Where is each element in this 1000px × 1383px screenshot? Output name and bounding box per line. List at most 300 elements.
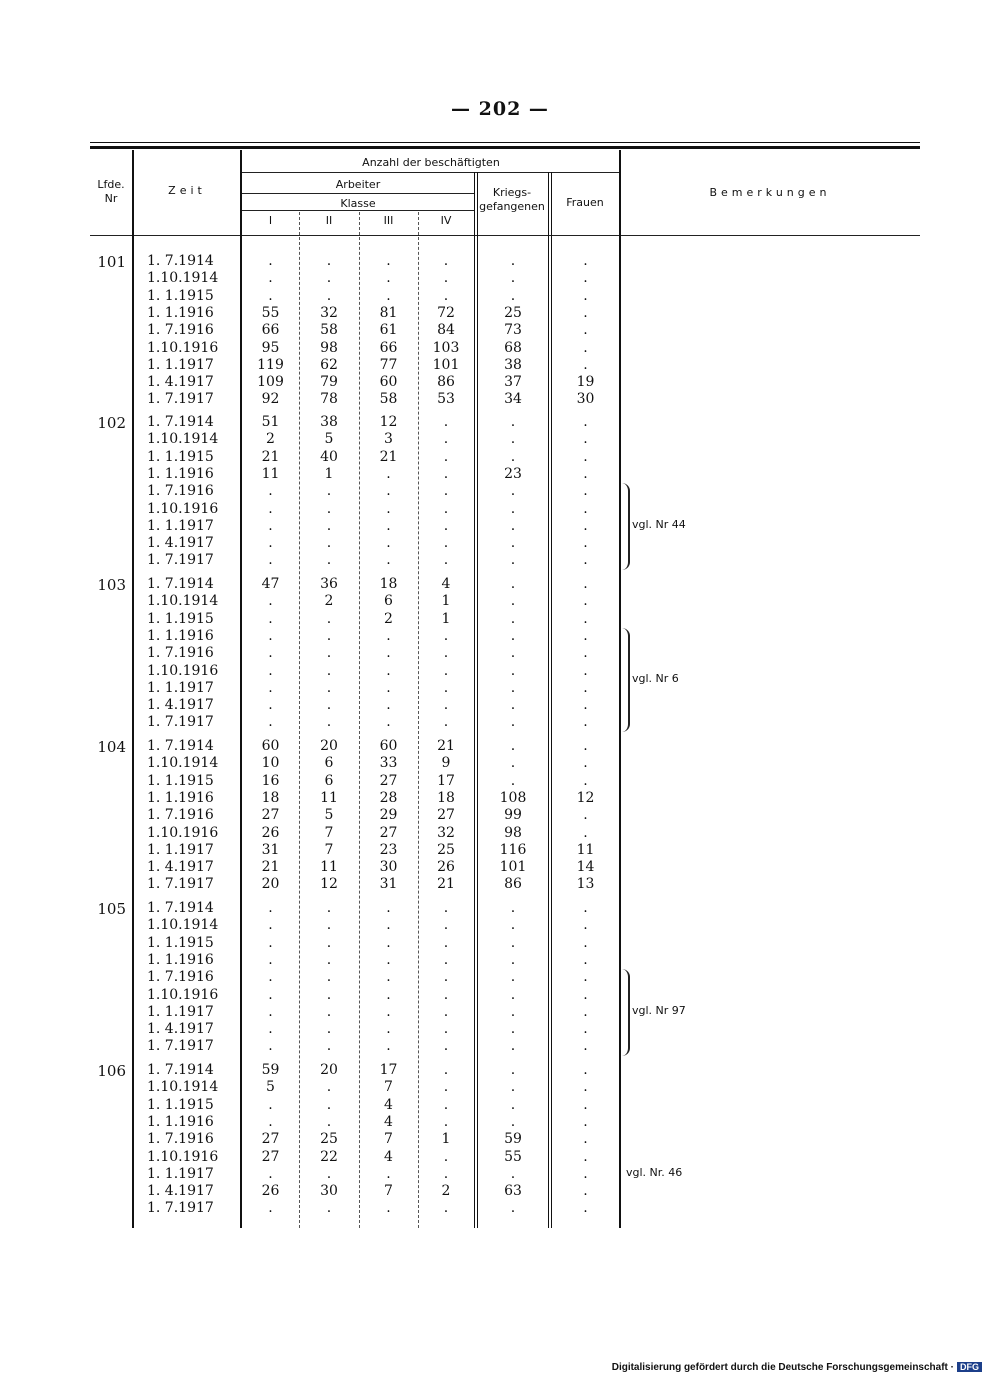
date-cell: 1. 7.1917 bbox=[147, 391, 214, 408]
value-cell: . bbox=[510, 697, 516, 714]
value-cell: . bbox=[583, 662, 588, 679]
value-cell: . bbox=[583, 1113, 588, 1130]
value-cell: . bbox=[326, 535, 332, 552]
value-cell: 55 bbox=[504, 1148, 522, 1165]
value-cell: . bbox=[443, 697, 449, 714]
date-cell: 1. 4.1917 bbox=[147, 697, 214, 714]
date-cell: 1. 7.1917 bbox=[147, 1038, 214, 1055]
date-cell: 1.10.1914 bbox=[147, 431, 219, 448]
remark: vgl. Nr 44 bbox=[632, 518, 686, 532]
value-cell: . bbox=[386, 679, 391, 696]
value-cell: 4 bbox=[384, 1096, 393, 1113]
value-cell: . bbox=[443, 1200, 449, 1217]
date-cell: 1.10.1916 bbox=[147, 986, 219, 1003]
value-cell: 2 bbox=[324, 593, 334, 610]
date-cell: 1. 1.1916 bbox=[147, 789, 214, 806]
value-cell: . bbox=[583, 738, 588, 754]
value-cell: 62 bbox=[320, 356, 338, 373]
entry-number: 103 bbox=[97, 576, 126, 594]
value-cell: 22 bbox=[320, 1148, 338, 1165]
value-cell: . bbox=[583, 356, 588, 373]
value-cell: . bbox=[510, 517, 516, 534]
value-cell: 55 bbox=[261, 304, 280, 321]
value-cell: 59 bbox=[504, 1131, 522, 1148]
value-cell: 5 bbox=[324, 807, 334, 824]
date-cell: 1. 1.1915 bbox=[147, 610, 214, 627]
value-cell: . bbox=[326, 714, 332, 731]
value-cell: . bbox=[268, 697, 273, 714]
value-cell: 60 bbox=[379, 738, 398, 754]
value-cell: . bbox=[583, 807, 588, 824]
date-cell: 1. 1.1916 bbox=[147, 1113, 214, 1130]
header-bemerkungen: Bemerkungen bbox=[709, 186, 831, 199]
value-cell: . bbox=[386, 951, 391, 968]
value-cell: . bbox=[268, 645, 273, 662]
entry-number: 105 bbox=[97, 900, 126, 918]
value-cell: 20 bbox=[320, 1062, 338, 1078]
value-cell: 34 bbox=[504, 391, 522, 408]
value-cell: . bbox=[583, 1062, 588, 1078]
date-cell: 1. 1.1917 bbox=[147, 356, 214, 373]
value-cell: 12 bbox=[576, 789, 595, 806]
value-cell: . bbox=[268, 714, 273, 731]
value-cell: . bbox=[443, 917, 449, 934]
value-cell: . bbox=[268, 1113, 273, 1130]
value-cell: . bbox=[583, 1079, 588, 1096]
remark: vgl. Nr. 46 bbox=[626, 1165, 683, 1179]
value-cell: . bbox=[583, 552, 588, 569]
entry-number: 101 bbox=[97, 253, 126, 271]
value-cell: . bbox=[268, 1165, 273, 1182]
value-cell: . bbox=[443, 287, 449, 304]
value-cell: 28 bbox=[379, 789, 398, 806]
value-cell: . bbox=[326, 1165, 332, 1182]
value-cell: . bbox=[510, 610, 516, 627]
date-cell: 1. 1.1917 bbox=[147, 1003, 214, 1020]
value-cell: . bbox=[443, 517, 449, 534]
value-cell: . bbox=[268, 679, 273, 696]
date-cell: 1. 1.1915 bbox=[147, 448, 214, 465]
value-cell: 21 bbox=[437, 738, 455, 754]
value-cell: 36 bbox=[320, 576, 338, 592]
value-cell: . bbox=[443, 1113, 449, 1130]
value-cell: . bbox=[443, 1165, 449, 1182]
value-cell: . bbox=[583, 986, 588, 1003]
date-cell: 1. 1.1915 bbox=[147, 287, 214, 304]
value-cell: . bbox=[443, 465, 449, 482]
value-cell: 25 bbox=[504, 304, 522, 321]
date-cell: 1.10.1916 bbox=[147, 500, 219, 517]
value-cell: 53 bbox=[437, 391, 455, 408]
value-cell: 27 bbox=[437, 807, 455, 824]
value-cell: 109 bbox=[257, 374, 284, 391]
value-cell: . bbox=[443, 645, 449, 662]
value-cell: . bbox=[510, 1062, 516, 1078]
value-cell: . bbox=[386, 934, 391, 951]
value-cell: 13 bbox=[576, 876, 595, 893]
value-cell: . bbox=[583, 593, 588, 610]
value-cell: 30 bbox=[576, 391, 595, 408]
value-cell: 60 bbox=[261, 738, 280, 754]
value-cell: . bbox=[326, 627, 332, 644]
value-cell: . bbox=[386, 714, 391, 731]
value-cell: . bbox=[583, 517, 588, 534]
date-cell: 1. 4.1917 bbox=[147, 1021, 214, 1038]
brace-icon bbox=[620, 969, 630, 1056]
value-cell: 21 bbox=[261, 448, 280, 465]
value-cell: . bbox=[326, 1003, 332, 1020]
value-cell: . bbox=[510, 645, 516, 662]
brace-icon bbox=[620, 628, 630, 732]
date-cell: 1. 1.1915 bbox=[147, 934, 214, 951]
value-cell: . bbox=[268, 253, 273, 269]
value-cell: 17 bbox=[437, 772, 455, 789]
date-cell: 1. 7.1916 bbox=[147, 1131, 214, 1148]
value-cell: 31 bbox=[379, 876, 398, 893]
value-cell: . bbox=[583, 1131, 588, 1148]
value-cell: 11 bbox=[320, 859, 338, 876]
date-cell: 1. 1.1917 bbox=[147, 679, 214, 696]
entry-number: 106 bbox=[97, 1062, 126, 1080]
remark: vgl. Nr 6 bbox=[632, 671, 679, 685]
value-cell: . bbox=[268, 917, 273, 934]
value-cell: . bbox=[268, 610, 273, 627]
value-cell: 95 bbox=[261, 339, 280, 356]
value-cell: . bbox=[583, 772, 588, 789]
value-cell: . bbox=[443, 951, 449, 968]
value-cell: . bbox=[510, 969, 516, 986]
value-cell: 59 bbox=[261, 1062, 280, 1078]
header-class-3: III bbox=[383, 214, 394, 227]
date-cell: 1. 7.1917 bbox=[147, 714, 214, 731]
value-cell: . bbox=[510, 662, 516, 679]
value-cell: 61 bbox=[379, 322, 398, 339]
value-cell: 10 bbox=[261, 755, 280, 772]
value-cell: . bbox=[583, 322, 588, 339]
value-cell: . bbox=[510, 755, 516, 772]
value-cell: . bbox=[326, 1079, 332, 1096]
value-cell: . bbox=[386, 1003, 391, 1020]
value-cell: . bbox=[443, 986, 449, 1003]
value-cell: . bbox=[443, 1079, 449, 1096]
value-cell: 23 bbox=[504, 465, 522, 482]
value-cell: . bbox=[386, 465, 391, 482]
value-cell: . bbox=[583, 253, 588, 269]
value-cell: . bbox=[326, 253, 332, 269]
date-cell: 1.10.1916 bbox=[147, 1148, 219, 1165]
value-cell: . bbox=[443, 627, 449, 644]
date-cell: 1. 4.1917 bbox=[147, 374, 214, 391]
value-cell: . bbox=[386, 1200, 391, 1217]
header-line-klasse bbox=[242, 210, 474, 211]
header-line-arbeiter bbox=[242, 193, 474, 194]
value-cell: . bbox=[583, 900, 588, 916]
date-cell: 1. 7.1914 bbox=[147, 414, 214, 430]
value-cell: . bbox=[583, 1096, 588, 1113]
value-cell: . bbox=[510, 900, 516, 916]
value-cell: . bbox=[326, 287, 332, 304]
value-cell: . bbox=[510, 714, 516, 731]
value-cell: 4 bbox=[441, 576, 451, 592]
header-line-anzahl bbox=[242, 172, 620, 173]
value-cell: . bbox=[386, 986, 391, 1003]
value-cell: 18 bbox=[261, 789, 280, 806]
value-cell: . bbox=[268, 1096, 273, 1113]
value-cell: . bbox=[268, 1003, 273, 1020]
value-cell: 5 bbox=[266, 1079, 275, 1096]
value-cell: 98 bbox=[320, 339, 338, 356]
value-cell: . bbox=[386, 253, 391, 269]
date-cell: 1. 4.1917 bbox=[147, 859, 214, 876]
date-cell: 1. 7.1917 bbox=[147, 552, 214, 569]
top-rule-thick bbox=[90, 146, 920, 149]
value-cell: 12 bbox=[379, 414, 398, 430]
value-cell: . bbox=[386, 662, 391, 679]
value-cell: 21 bbox=[379, 448, 398, 465]
value-cell: 18 bbox=[437, 789, 455, 806]
value-cell: 1 bbox=[441, 593, 451, 610]
value-cell: 2 bbox=[266, 431, 275, 448]
footer bbox=[612, 1362, 982, 1373]
value-cell: . bbox=[510, 986, 516, 1003]
value-cell: . bbox=[326, 1200, 332, 1217]
date-cell: 1. 1.1916 bbox=[147, 304, 214, 321]
value-cell: . bbox=[443, 483, 449, 500]
value-cell: . bbox=[443, 662, 449, 679]
value-cell: . bbox=[268, 1200, 273, 1217]
value-cell: 33 bbox=[379, 755, 398, 772]
value-cell: . bbox=[326, 969, 332, 986]
value-cell: . bbox=[583, 627, 588, 644]
value-cell: 58 bbox=[379, 391, 398, 408]
date-cell: 1. 7.1916 bbox=[147, 807, 214, 824]
date-cell: 1. 1.1916 bbox=[147, 627, 214, 644]
date-cell: 1.10.1914 bbox=[147, 270, 219, 287]
value-cell: 14 bbox=[576, 859, 595, 876]
value-cell: 108 bbox=[499, 789, 527, 806]
value-cell: 86 bbox=[437, 374, 455, 391]
value-cell: 17 bbox=[379, 1062, 398, 1078]
value-cell: . bbox=[386, 917, 391, 934]
date-cell: 1. 7.1914 bbox=[147, 1062, 214, 1078]
value-cell: 40 bbox=[320, 448, 338, 465]
top-rule-thin bbox=[90, 142, 920, 143]
value-cell: . bbox=[443, 253, 449, 269]
value-cell: . bbox=[326, 1096, 332, 1113]
value-cell: 78 bbox=[320, 391, 338, 408]
date-cell: 1.10.1914 bbox=[147, 917, 219, 934]
date-cell: 1. 7.1914 bbox=[147, 253, 214, 269]
header-klasse: Klasse bbox=[340, 197, 376, 210]
date-cell: 1. 7.1916 bbox=[147, 969, 214, 986]
value-cell: . bbox=[510, 448, 516, 465]
value-cell: . bbox=[386, 627, 391, 644]
brace-icon bbox=[620, 483, 630, 570]
value-cell: . bbox=[443, 431, 449, 448]
value-cell: 60 bbox=[379, 374, 398, 391]
value-cell: . bbox=[510, 1200, 516, 1217]
value-cell: . bbox=[268, 500, 273, 517]
value-cell: 30 bbox=[320, 1183, 338, 1200]
date-cell: 1. 1.1915 bbox=[147, 772, 214, 789]
date-cell: 1. 1.1916 bbox=[147, 465, 214, 482]
header-line-bottom bbox=[90, 235, 920, 236]
value-cell: 84 bbox=[437, 322, 455, 339]
value-cell: . bbox=[386, 969, 391, 986]
value-cell: . bbox=[386, 552, 391, 569]
value-cell: 68 bbox=[504, 339, 522, 356]
col-line-kriegs-a bbox=[474, 172, 475, 1228]
value-cell: . bbox=[510, 414, 516, 430]
header-class-1: I bbox=[268, 214, 273, 227]
date-cell: 1. 1.1917 bbox=[147, 517, 214, 534]
value-cell: 1 bbox=[324, 465, 334, 482]
value-cell: . bbox=[443, 414, 449, 430]
date-cell: 1. 1.1917 bbox=[147, 841, 214, 858]
header-zeit: Zeit bbox=[168, 184, 206, 197]
value-cell: . bbox=[583, 755, 588, 772]
value-cell: 66 bbox=[261, 322, 280, 339]
value-cell: . bbox=[443, 552, 449, 569]
value-cell: 101 bbox=[432, 356, 460, 373]
value-cell: 51 bbox=[261, 414, 280, 430]
value-cell: 2 bbox=[384, 610, 393, 627]
date-cell: 1.10.1916 bbox=[147, 824, 219, 841]
value-cell: . bbox=[386, 1038, 391, 1055]
value-cell: . bbox=[510, 1113, 516, 1130]
value-cell: 9 bbox=[441, 755, 451, 772]
value-cell: . bbox=[268, 270, 273, 287]
value-cell: . bbox=[386, 483, 391, 500]
value-cell: 101 bbox=[499, 859, 527, 876]
value-cell: . bbox=[443, 500, 449, 517]
value-cell: 25 bbox=[437, 841, 455, 858]
date-cell: 1.10.1914 bbox=[147, 1079, 219, 1096]
date-cell: 1.10.1916 bbox=[147, 339, 219, 356]
value-cell: . bbox=[268, 951, 273, 968]
value-cell: 5 bbox=[324, 431, 334, 448]
value-cell: 1 bbox=[441, 610, 451, 627]
value-cell: 25 bbox=[320, 1131, 338, 1148]
value-cell: . bbox=[583, 414, 588, 430]
value-cell: . bbox=[583, 535, 588, 552]
value-cell: . bbox=[583, 824, 588, 841]
value-cell: 19 bbox=[576, 374, 595, 391]
value-cell: 30 bbox=[379, 859, 398, 876]
value-cell: . bbox=[268, 1038, 273, 1055]
value-cell: 7 bbox=[384, 1079, 393, 1096]
value-cell: 27 bbox=[261, 807, 280, 824]
value-cell: . bbox=[443, 934, 449, 951]
date-cell: 1. 7.1914 bbox=[147, 738, 214, 754]
value-cell: . bbox=[583, 576, 588, 592]
value-cell: . bbox=[583, 270, 588, 287]
value-cell: 32 bbox=[320, 304, 338, 321]
value-cell: . bbox=[583, 679, 588, 696]
value-cell: . bbox=[510, 917, 516, 934]
date-cell: 1. 4.1917 bbox=[147, 535, 214, 552]
value-cell: . bbox=[510, 951, 516, 968]
value-cell: 7 bbox=[324, 824, 334, 841]
value-cell: 27 bbox=[261, 1148, 280, 1165]
value-cell: 98 bbox=[504, 824, 522, 841]
value-cell: 4 bbox=[384, 1148, 393, 1165]
value-cell: . bbox=[268, 969, 273, 986]
value-cell: . bbox=[583, 917, 588, 934]
value-cell: 58 bbox=[320, 322, 338, 339]
value-cell: . bbox=[326, 1113, 332, 1130]
value-cell: . bbox=[510, 1021, 516, 1038]
value-cell: . bbox=[443, 900, 449, 916]
value-cell: . bbox=[510, 270, 516, 287]
footer-text: Digitalisierung gefördert durch die Deutsche Forschungsgemeinschaft · bbox=[611, 1362, 954, 1373]
value-cell: . bbox=[510, 627, 516, 644]
value-cell: . bbox=[510, 287, 516, 304]
value-cell: . bbox=[268, 986, 273, 1003]
value-cell: 73 bbox=[504, 322, 522, 339]
value-cell: 77 bbox=[379, 356, 398, 373]
value-cell: 27 bbox=[261, 1131, 280, 1148]
value-cell: . bbox=[326, 951, 332, 968]
dfg-logo: DFG bbox=[957, 1362, 982, 1372]
entry-number: 102 bbox=[97, 414, 126, 432]
value-cell: . bbox=[510, 679, 516, 696]
value-cell: . bbox=[268, 517, 273, 534]
value-cell: . bbox=[583, 448, 588, 465]
entry-number: 104 bbox=[97, 738, 126, 756]
value-cell: . bbox=[443, 1003, 449, 1020]
value-cell: . bbox=[326, 934, 332, 951]
value-cell: 63 bbox=[504, 1183, 522, 1200]
value-cell: 86 bbox=[504, 876, 522, 893]
value-cell: 26 bbox=[261, 1183, 280, 1200]
value-cell: 23 bbox=[379, 841, 398, 858]
value-cell: . bbox=[443, 270, 449, 287]
value-cell: . bbox=[510, 1096, 516, 1113]
value-cell: . bbox=[268, 934, 273, 951]
value-cell: . bbox=[583, 714, 588, 731]
value-cell: . bbox=[583, 287, 588, 304]
value-cell: . bbox=[510, 934, 516, 951]
value-cell: . bbox=[510, 1038, 516, 1055]
value-cell: . bbox=[443, 1021, 449, 1038]
date-cell: 1. 1.1916 bbox=[147, 951, 214, 968]
value-cell: . bbox=[443, 535, 449, 552]
value-cell: . bbox=[583, 1165, 588, 1182]
value-cell: . bbox=[443, 969, 449, 986]
value-cell: 99 bbox=[504, 807, 522, 824]
header-class-2: II bbox=[325, 214, 333, 227]
date-cell: 1.10.1914 bbox=[147, 593, 219, 610]
value-cell: . bbox=[583, 465, 588, 482]
value-cell: . bbox=[443, 1148, 449, 1165]
date-cell: 1. 7.1916 bbox=[147, 645, 214, 662]
value-cell: 11 bbox=[320, 789, 338, 806]
value-cell: . bbox=[583, 431, 588, 448]
value-cell: . bbox=[443, 448, 449, 465]
value-cell: . bbox=[510, 483, 516, 500]
value-cell: . bbox=[443, 679, 449, 696]
value-cell: . bbox=[386, 1021, 391, 1038]
header-class-4: IV bbox=[440, 214, 452, 227]
value-cell: . bbox=[326, 986, 332, 1003]
value-cell: . bbox=[386, 270, 391, 287]
value-cell: . bbox=[326, 483, 332, 500]
value-cell: 27 bbox=[379, 824, 398, 841]
value-cell: . bbox=[268, 662, 273, 679]
value-cell: . bbox=[326, 270, 332, 287]
value-cell: . bbox=[510, 500, 516, 517]
